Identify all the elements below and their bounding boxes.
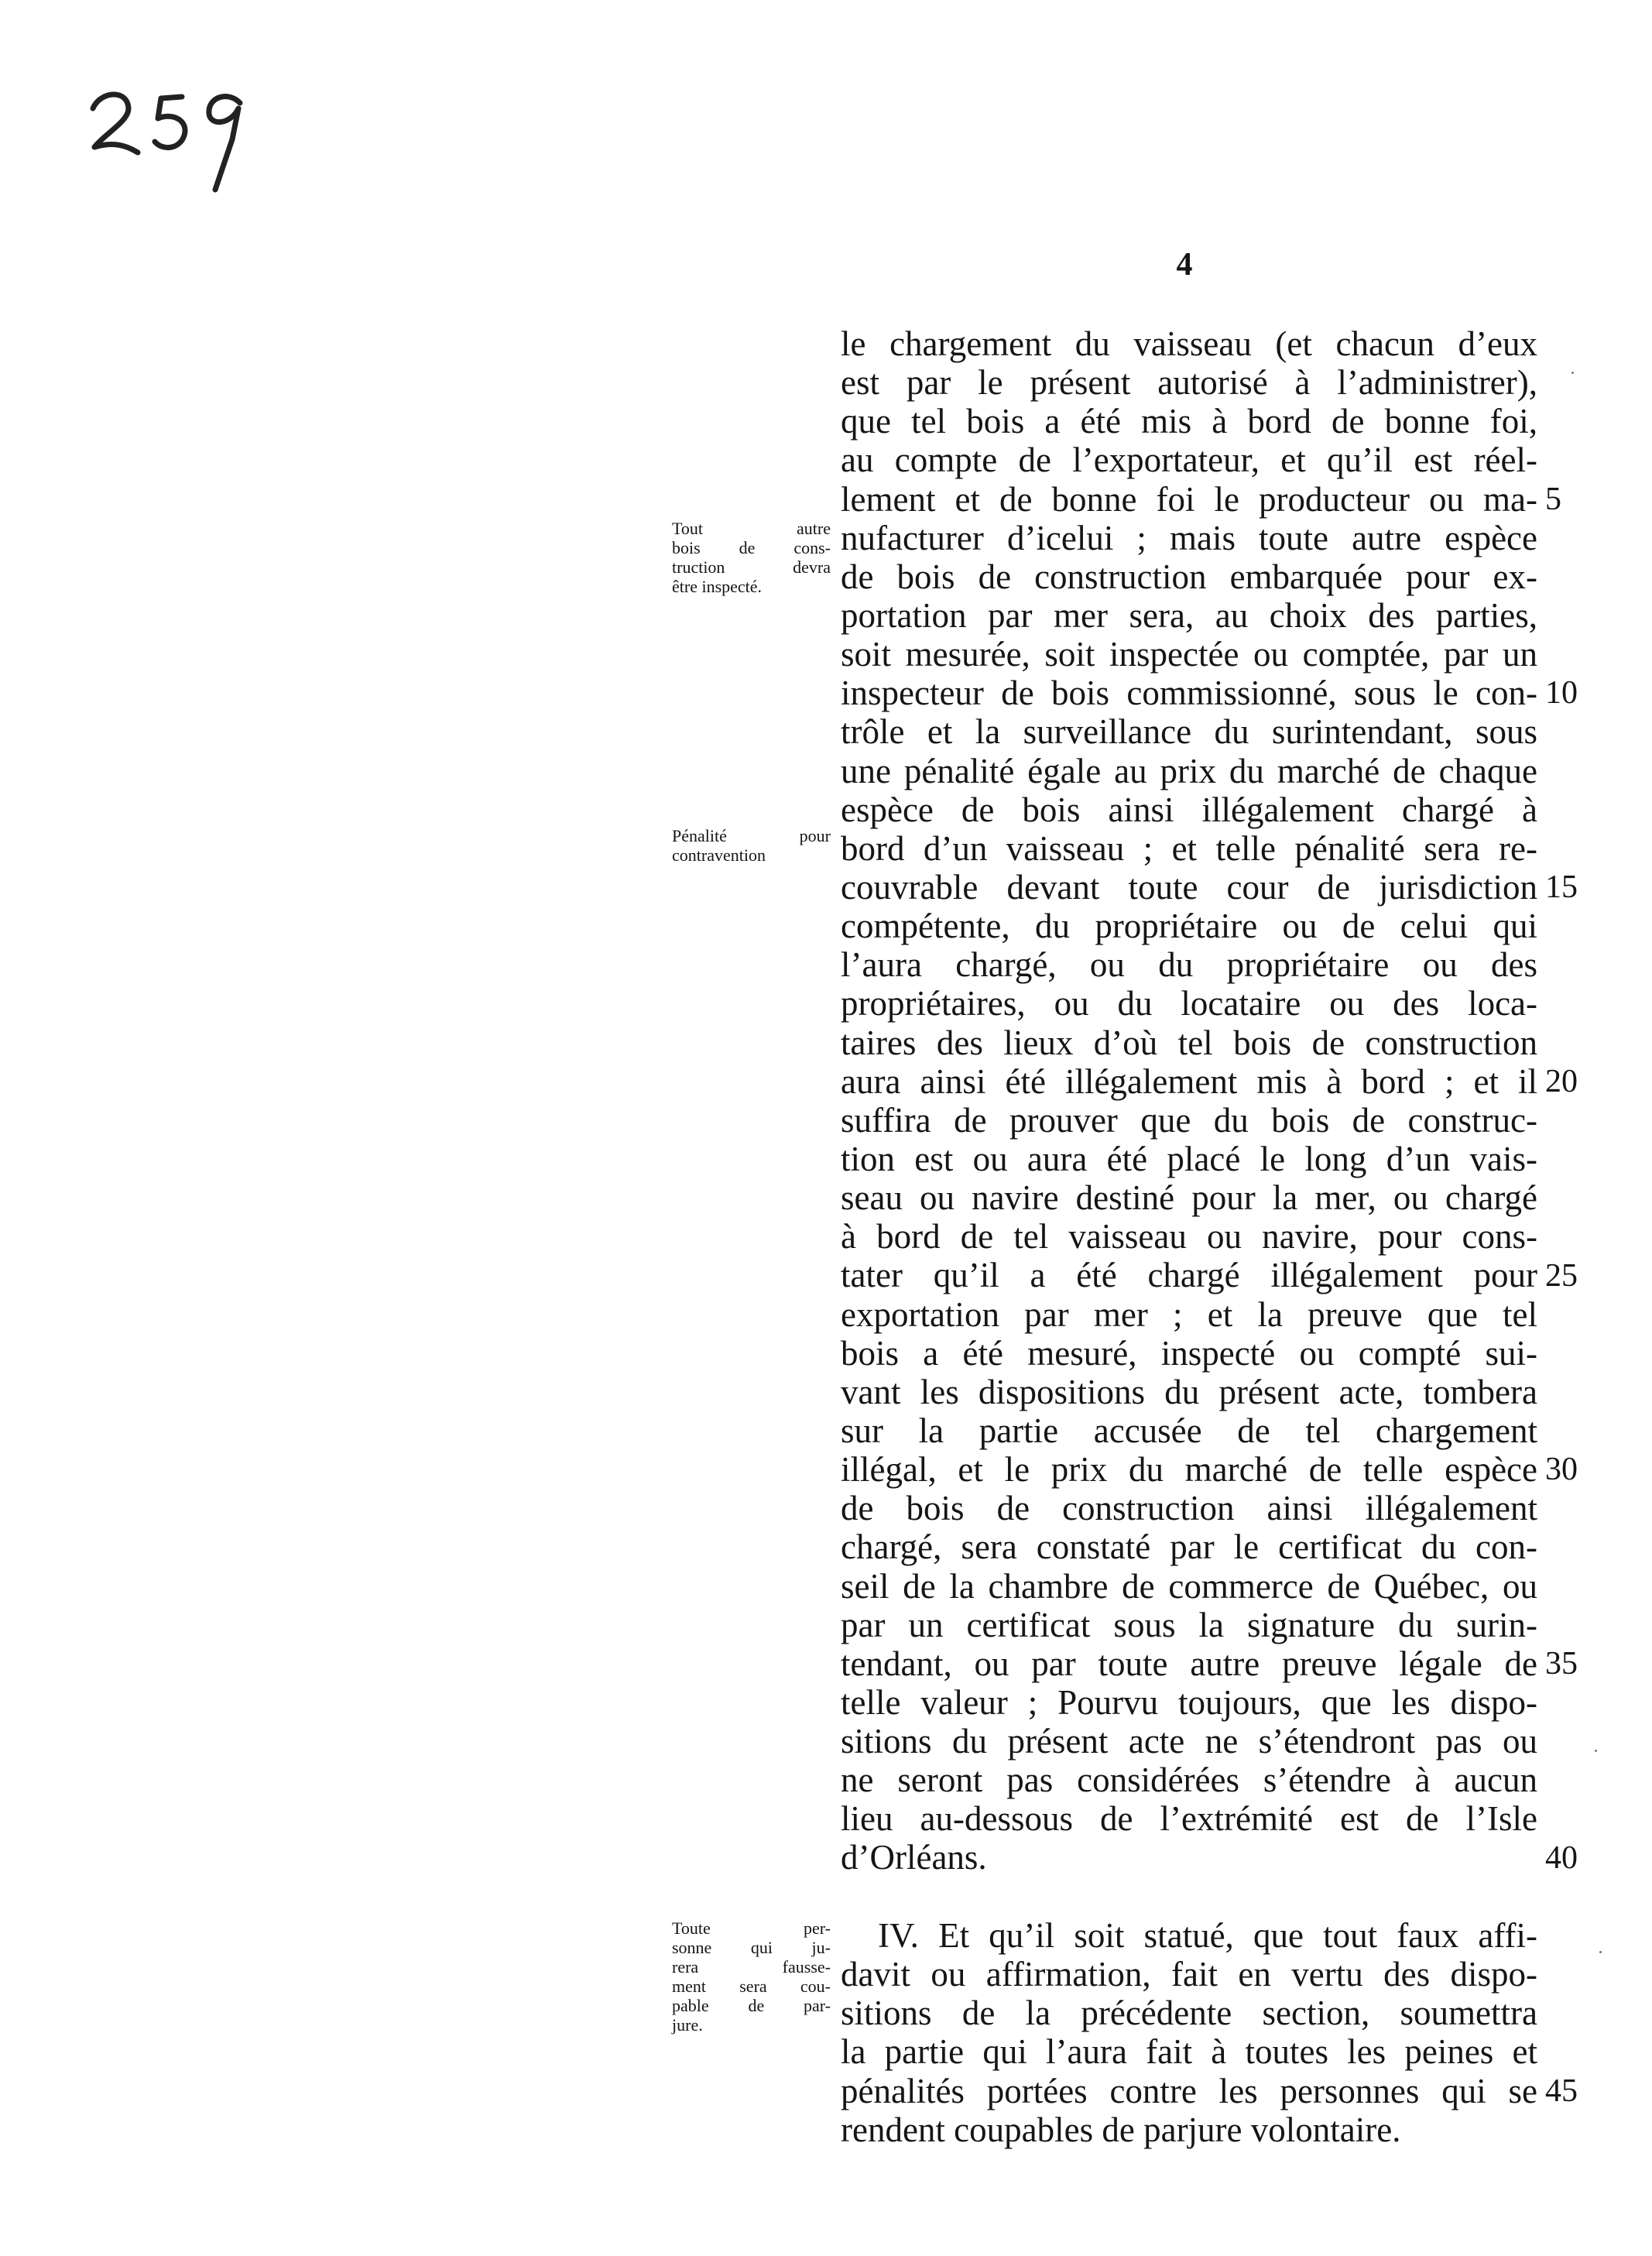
text-line: vant les dispositions du présent acte, tombera [841, 1372, 1537, 1411]
print-speck [1595, 1750, 1597, 1752]
text-line: espèce de bois ainsi illégalement chargé à [841, 790, 1537, 829]
text-line: suffira de prouver que du bois de construc- [841, 1100, 1537, 1140]
text-line: sur la partie accusée de tel chargement [841, 1411, 1537, 1450]
text-line: davit ou affirmation, fait en vertu des dispo- [841, 1955, 1537, 1994]
text-line: sitions de la précédente section, soumettra [841, 1994, 1537, 2033]
page-number: 4 [1176, 247, 1193, 283]
marginal-note-line: bois de cons- [672, 538, 831, 557]
line-number: 10 [1545, 675, 1578, 711]
text-line: chargé, sera constaté par le certificat du con- [841, 1527, 1537, 1567]
text-line: seil de la chambre de commerce de Québec, ou [841, 1566, 1537, 1606]
section-three-continued-text [841, 324, 1537, 1877]
line-number: 40 [1545, 1839, 1578, 1876]
line-number: 35 [1545, 1646, 1578, 1682]
text-line: sitions du présent acte ne s’étendront pas ou [841, 1722, 1537, 1761]
marginal-note-line: Pénalité pour [672, 826, 831, 845]
handwritten-folio-number [77, 74, 255, 197]
text-line: tion est ou aura été placé le long d’un vais- [841, 1139, 1537, 1178]
text-line: la partie qui l’aura fait à toutes les peines et [841, 2032, 1537, 2072]
marginal-note-line: truction devra [672, 557, 831, 577]
marginal-note-line: ment sera cou- [672, 1977, 831, 1996]
text-line: l’aura chargé, ou du propriétaire ou des [841, 945, 1537, 985]
text-line: IV. Et qu’il soit statué, que tout faux affi- [878, 1916, 1537, 1955]
print-speck [1571, 372, 1574, 374]
text-line: portation par mer sera, au choix des parties, [841, 595, 1537, 635]
text-line: pénalités portées contre les personnes qui se [841, 2071, 1537, 2110]
text-line: rendent coupables de parjure volontaire. [841, 2110, 1401, 2149]
text-line: tendant, ou par toute autre preuve légale de [841, 1644, 1537, 1683]
marginal-note-line: sonne qui ju- [672, 1938, 831, 1957]
marginal-note-line: jure. [672, 2015, 703, 2035]
section-four-text [841, 1916, 1537, 2149]
text-line: de bois de construction ainsi illégalement [841, 1489, 1537, 1528]
marginal-note-perjury [672, 1918, 831, 2035]
marginal-note-line: rera fausse- [672, 1957, 831, 1977]
text-line: soit mesurée, soit inspectée ou comptée, par un [841, 635, 1537, 674]
text-line: inspecteur de bois commissionné, sous le con- [841, 674, 1537, 713]
text-line: couvrable devant toute cour de jurisdiction [841, 867, 1537, 907]
text-line: bord d’un vaisseau ; et telle pénalité sera re- [841, 828, 1537, 868]
text-line: bois a été mesuré, inspecté ou compté sui- [841, 1333, 1537, 1373]
text-line: nufacturer d’icelui ; mais toute autre espèce [841, 518, 1537, 557]
text-line: exportation par mer ; et la preuve que tel [841, 1294, 1537, 1334]
text-line: aura ainsi été illégalement mis à bord ; et il [841, 1061, 1537, 1101]
line-number: 5 [1545, 481, 1561, 517]
line-number: 30 [1545, 1452, 1578, 1488]
text-line: propriétaires, ou du locataire ou des loca- [841, 984, 1537, 1023]
marginal-note-line: pable de par- [672, 1996, 831, 2015]
line-number: 20 [1545, 1063, 1578, 1099]
text-line: ne seront pas considérées s’étendre à aucun [841, 1761, 1537, 1800]
marginal-note-line: contravention [672, 845, 766, 865]
text-line: au compte de l’exportateur, et qu’il est réel- [841, 441, 1537, 480]
text-line: de bois de construction embarquée pour ex- [841, 557, 1537, 596]
marginal-note-penalty [672, 826, 831, 865]
text-line: compétente, du propriétaire ou de celui qui [841, 907, 1537, 946]
print-speck [1599, 1951, 1602, 1953]
text-line: telle valeur ; Pourvu toujours, que les dispo- [841, 1682, 1537, 1722]
line-number: 25 [1545, 1257, 1578, 1294]
marginal-note-line: Toute per- [672, 1918, 831, 1938]
text-line: par un certificat sous la signature du surin- [841, 1605, 1537, 1644]
text-line: est par le présent autorisé à l’administrer), [841, 363, 1537, 403]
marginal-note-line: être inspecté. [672, 577, 763, 596]
text-line: que tel bois a été mis à bord de bonne foi, [841, 402, 1537, 441]
text-line: le chargement du vaisseau (et chacun d’eux [841, 324, 1537, 363]
marginal-note-inspection [672, 519, 831, 596]
text-line: illégal, et le prix du marché de telle espèce [841, 1450, 1537, 1490]
text-line: une pénalité égale au prix du marché de chaque [841, 751, 1537, 790]
line-number: 45 [1545, 2073, 1578, 2109]
text-line: lieu au-dessous de l’extrémité est de l’Isle [841, 1799, 1537, 1839]
text-line: d’Orléans. [841, 1838, 987, 1877]
text-line: trôle et la surveillance du surintendant, sous [841, 712, 1537, 752]
text-line: seau ou navire destiné pour la mer, ou chargé [841, 1178, 1537, 1218]
text-line: taires des lieux d’où tel bois de construction [841, 1023, 1537, 1062]
marginal-note-line: Tout autre [672, 519, 831, 538]
text-line: tater qu’il a été chargé illégalement pour [841, 1256, 1537, 1295]
text-line: lement et de bonne foi le producteur ou ma- [841, 479, 1537, 519]
line-number: 15 [1545, 869, 1578, 906]
text-line: à bord de tel vaisseau ou navire, pour cons- [841, 1217, 1537, 1257]
